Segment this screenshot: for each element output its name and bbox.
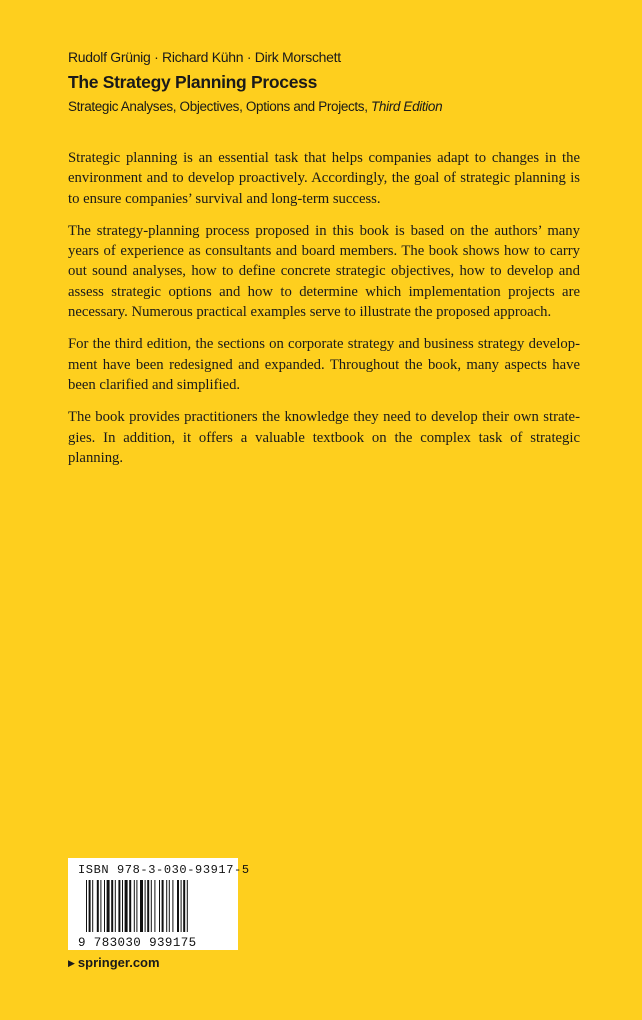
barcode-bar [118, 880, 120, 932]
barcode-bar [140, 880, 143, 932]
barcode-bar [92, 880, 93, 932]
barcode-bar [115, 880, 116, 932]
subtitle-text: Strategic Analyses, Objectives, Options and Projects, [68, 99, 368, 114]
barcode-bar [151, 880, 152, 932]
barcode-bar [187, 880, 188, 932]
barcode-bar [177, 880, 179, 932]
book-header [68, 47, 588, 116]
book-subtitle [68, 98, 588, 116]
barcode-bar [129, 880, 131, 932]
barcode-digits: 9 783030 939175 [78, 936, 197, 948]
barcode-bar [89, 880, 91, 932]
barcode-bar [122, 880, 123, 932]
isbn-barcode-box [68, 858, 250, 950]
barcode-bar [154, 880, 155, 932]
barcode-bar [183, 880, 185, 932]
barcode-bar [125, 880, 128, 932]
barcode-bar [111, 880, 113, 932]
barcode-bar [104, 880, 105, 932]
barcode-bar [169, 880, 170, 932]
blurb-paragraph-2: The strategy-planning process proposed in this book is based on the authors’ many years of experience as consultants and board members. The book shows how to carry out sound analyses, how to define concrete strategic objectives, how to develop and assess strategic options and how to determine which implementation projects are necessary. Numerous practical examples serve to illustrate the proposed approach. [68, 222, 580, 321]
blurb-paragraph-1: Strategic planning is an essential task that helps companies adapt to changes in the environment and to develop proactively. Accordingly, the goal of strategic planning is to ensure companies’ survival and long-term success. [68, 150, 580, 207]
barcode-icon [76, 880, 230, 948]
edition-text: Third Edition [371, 99, 443, 114]
book-title: The Strategy Planning Process [68, 72, 318, 92]
barcode-bar [162, 880, 164, 932]
barcode-bar [181, 880, 182, 932]
blurb-paragraph-4: The book provides practitioners the knowledge they need to develop their own strategies. In addition, it offers a valuable textbook on the complex task of strategic planning. [68, 409, 580, 466]
barcode-bar [172, 880, 173, 932]
barcode-bar [134, 880, 135, 932]
publisher-link[interactable] [68, 955, 160, 970]
barcode-bar [97, 880, 99, 932]
blurb-paragraph-3: For the third edition, the sections on corporate strategy and business strategy development have been redesigned and expanded. Throughout the book, many aspects have been clarified and simplified. [68, 336, 580, 393]
barcode-bar [159, 880, 160, 932]
isbn-label: ISBN 978-3-030-93917-5 [78, 863, 250, 877]
publisher-url: springer.com [77, 955, 160, 970]
barcode-bar [107, 880, 110, 932]
barcode-bar [136, 880, 137, 932]
barcode-bar [100, 880, 101, 932]
barcode-bar [86, 880, 87, 932]
barcode-bar [166, 880, 167, 932]
barcode-bar [145, 880, 146, 932]
authors-line: Rudolf Grünig · Richard Kühn · Dirk Morschett [68, 49, 341, 65]
blurb [68, 148, 580, 480]
barcode-bar [147, 880, 149, 932]
arrow-right-icon: ▶ [68, 958, 75, 968]
